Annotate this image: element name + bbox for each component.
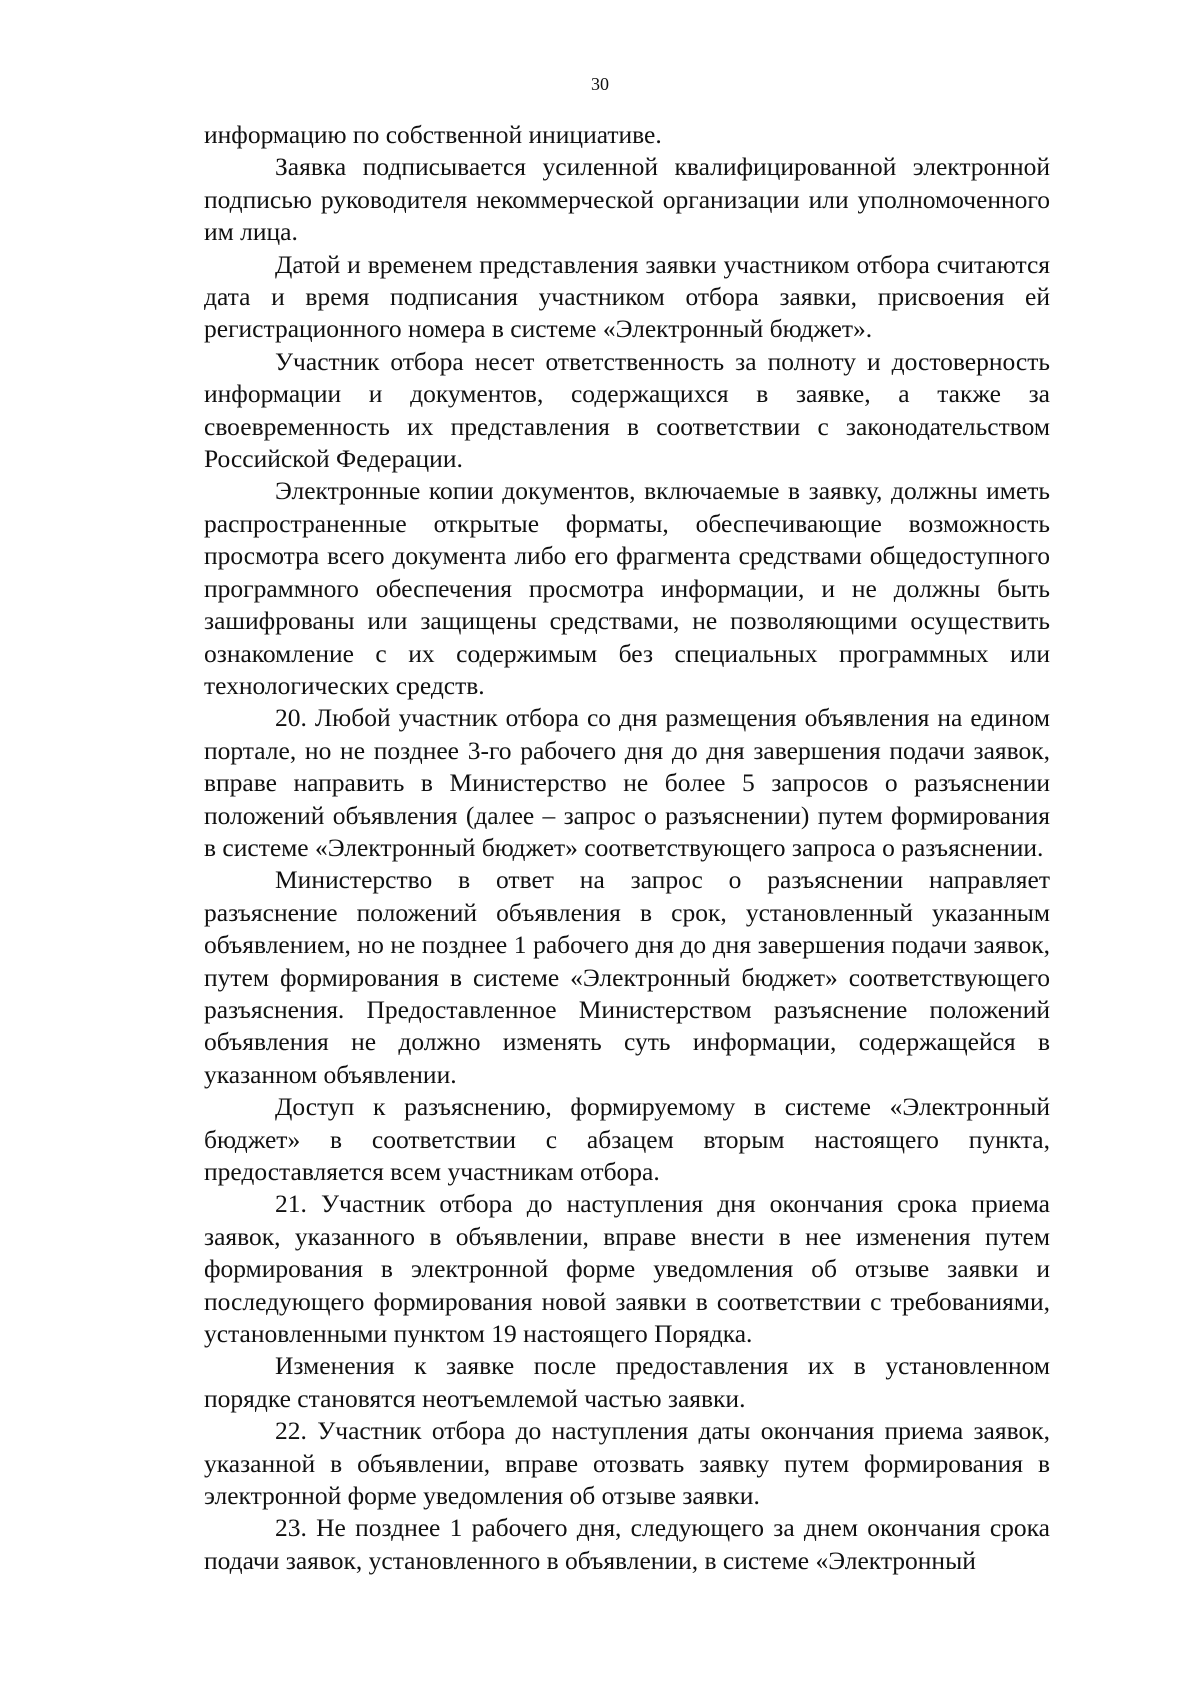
paragraph-item-23: 23. Не позднее 1 рабочего дня, следующего за днем окончания срока подачи заявок, установленного в объявлении, в системе «Электронный (204, 1513, 1050, 1575)
paragraph: Электронные копии документов, включаемые в заявку, должны иметь распространенные открытые форматы, обеспечивающие возможность просмотра всего документа либо его фрагмента средствами общедоступного программного обеспечения просмотра информации, и не должны быть зашифрованы или защищены средствами, не позволяющими осуществить ознакомление с их содержимым без специальных программных или технологических средств. (204, 476, 1050, 700)
paragraph-item-21: 21. Участник отбора до наступления дня окончания срока приема заявок, указанного в объявлении, вправе внести в нее изменения путем формирования в электронной форме уведомления об отзыве заявки и последующего формирования новой заявки в соответствии с требованиями, установленными пунктом 19 настоящего Порядка. (204, 1189, 1050, 1349)
paragraph-continuation: информацию по собственной инициативе. (204, 120, 662, 149)
paragraph: Доступ к разъяснению, формируемому в системе «Электронный бюджет» в соответствии с абзацем вторым настоящего пункта, предоставляется всем участникам отбора. (204, 1092, 1050, 1186)
paragraph: Заявка подписывается усиленной квалифицированной электронной подписью руководителя некоммерческой организации или уполномоченного им лица. (204, 152, 1050, 247)
page-number: 30 (591, 74, 609, 94)
paragraph: Изменения к заявке после предоставления их в установленном порядке становятся неотъемлемой частью заявки. (204, 1351, 1050, 1413)
paragraph: Министерство в ответ на запрос о разъяснении направляет разъяснение положений объявления в срок, установленный указанным объявлением, но не позднее 1 рабочего дня до дня завершения подачи заявок, путем формирования в системе «Электронный бюджет» соответствующего разъяснения. Предоставленное Министерством разъяснение положений объявления не должно изменять суть информации, содержащейся в указанном объявлении. (204, 865, 1050, 1089)
paragraph: Участник отбора несет ответственность за полноту и достоверность информации и документов, содержащихся в заявке, а также за своевременность их представления в соответствии с законодательством Российской Федерации. (204, 346, 1050, 474)
document-body (204, 119, 1050, 1577)
paragraph-item-22: 22. Участник отбора до наступления даты окончания приема заявок, указанной в объявлении, вправе отозвать заявку путем формирования в электронной форме уведомления об отзыве заявки. (204, 1416, 1050, 1511)
paragraph: Датой и временем представления заявки участником отбора считаются дата и время подписания участником отбора заявки, присвоения ей регистрационного номера в системе «Электронный бюджет». (204, 249, 1050, 344)
paragraph-item-20: 20. Любой участник отбора со дня размещения объявления на едином портале, но не позднее 3-го рабочего дня до дня завершения подачи заявок, вправе направить в Министерство не более 5 запросов о разъяснении положений объявления (далее – запрос о разъяснении) путем формирования в системе «Электронный бюджет» соответствующего запроса о разъяснении. (204, 703, 1050, 862)
